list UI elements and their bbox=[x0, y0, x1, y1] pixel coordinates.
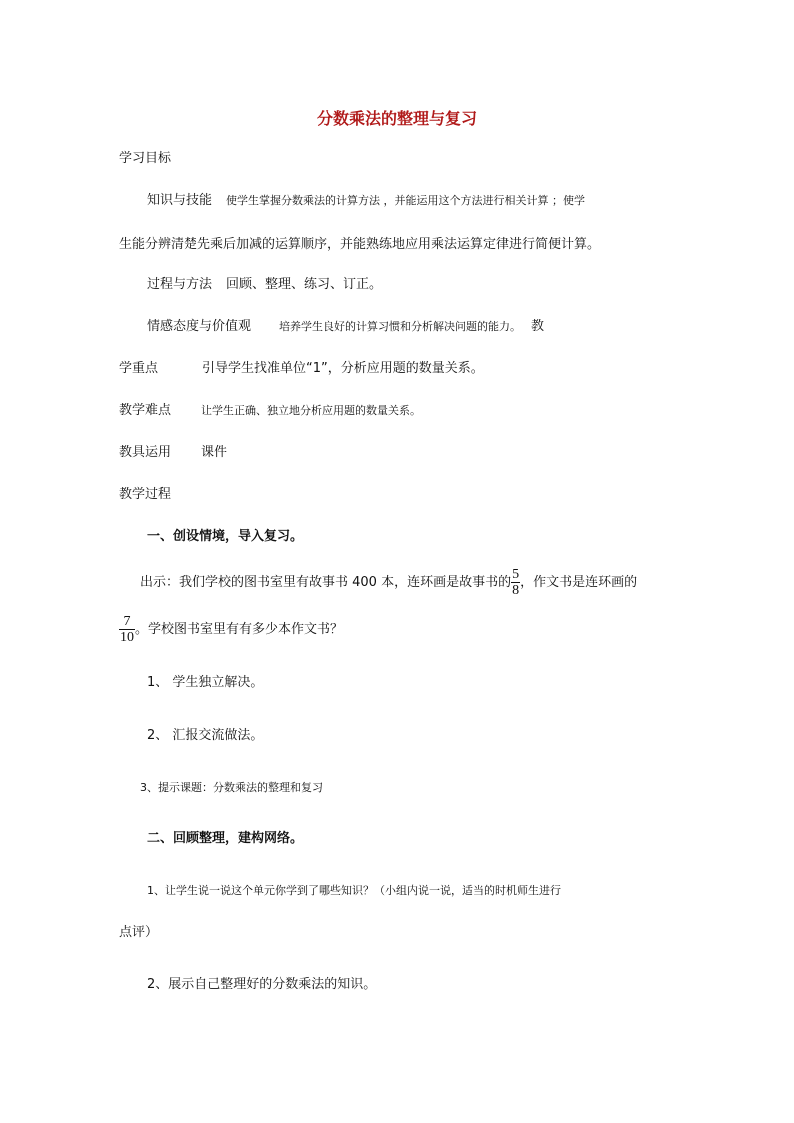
section2-item1-line2: 点评） bbox=[119, 925, 159, 940]
tools-text: 课件 bbox=[201, 445, 228, 460]
fraction-five-eighths bbox=[511, 567, 520, 598]
fraction-1-numerator: 5 bbox=[512, 567, 520, 582]
step-2: 2、 汇报交流做法。 bbox=[147, 728, 264, 743]
section1-heading: 一、创设情境，导入复习。 bbox=[147, 529, 304, 544]
process-label: 过程与方法 bbox=[147, 277, 213, 292]
attitude-line bbox=[147, 318, 544, 336]
problem-text-1: 出示：我们学校的图书室里有故事书 400 本，连环画是故事书的 bbox=[140, 575, 512, 590]
difficulty-line bbox=[119, 402, 421, 420]
knowledge-label: 知识与技能 bbox=[147, 193, 213, 208]
fraction-seven-tenths bbox=[119, 614, 135, 645]
problem-line-1 bbox=[140, 565, 637, 601]
process-heading: 教学过程 bbox=[119, 487, 172, 502]
process-method-line bbox=[147, 276, 382, 294]
fraction-1-denominator: 8 bbox=[512, 583, 520, 598]
knowledge-line-1 bbox=[147, 192, 585, 210]
problem-line-2 bbox=[119, 612, 343, 648]
tools-label: 教具运用 bbox=[119, 445, 172, 460]
tools-line bbox=[119, 444, 227, 462]
problem-text-3: 。学校图书室里有有多少本作文书？ bbox=[135, 622, 344, 637]
step-3: 3、提示课题：分数乘法的整理和复习 bbox=[140, 781, 323, 794]
difficulty-label: 教学难点 bbox=[119, 403, 172, 418]
knowledge-text-1: 使学生掌握分数乘法的计算方法 ，并能运用这个方法进行相关计算 ；使学 bbox=[226, 194, 586, 207]
fraction-2-numerator: 7 bbox=[119, 614, 135, 630]
difficulty-text: 让学生正确、独立地分析应用题的数量关系。 bbox=[201, 404, 422, 417]
attitude-tail: 教 bbox=[531, 319, 545, 334]
key-point-label: 学重点 bbox=[119, 361, 159, 376]
section2-item2: 2、展示自己整理好的分数乘法的知识。 bbox=[147, 977, 377, 992]
section2-heading: 二、回顾整理，建构网络。 bbox=[147, 831, 304, 846]
process-text: 回顾、整理、练习、订正。 bbox=[226, 277, 383, 292]
knowledge-line-2: 生能分辨清楚先乘后加减的运算顺序，并能熟练地应用乘法运算定律进行简便计算。 bbox=[119, 237, 601, 252]
key-point-text: 引导学生找准单位“1”，分析应用题的数量关系。 bbox=[202, 361, 484, 376]
key-point-line bbox=[119, 360, 484, 378]
attitude-text: 培养学生良好的计算习惯和分析解决问题的能力。 bbox=[279, 320, 522, 333]
step-1: 1、 学生独立解决。 bbox=[147, 675, 264, 690]
objectives-heading: 学习目标 bbox=[119, 151, 172, 166]
section2-item1-line1: 1、让学生说一说这个单元你学到了哪些知识？（小组内说一说，适当的时机师生进行 bbox=[147, 884, 561, 897]
fraction-2-denominator: 10 bbox=[120, 630, 134, 645]
attitude-label: 情感态度与价值观 bbox=[147, 319, 252, 334]
document-title: 分数乘法的整理与复习 bbox=[316, 109, 477, 128]
problem-text-2: ，作文书是连环画的 bbox=[520, 575, 638, 590]
